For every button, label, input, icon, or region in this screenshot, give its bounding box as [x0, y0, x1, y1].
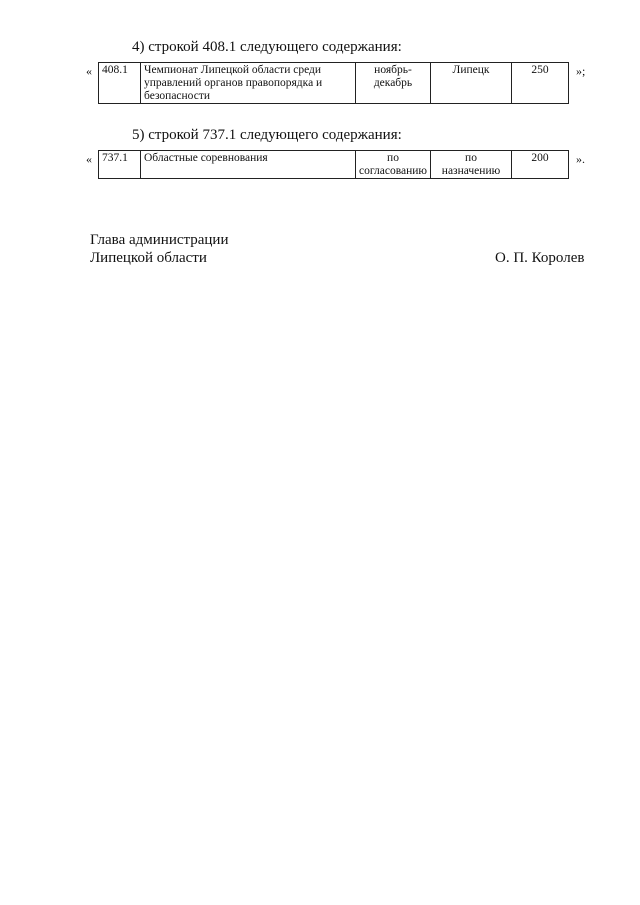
event-name-line: Чемпионат Липецкой области среди	[144, 64, 322, 76]
cell-event-name	[141, 63, 356, 104]
date-line: согласованию	[359, 165, 427, 177]
table-row	[99, 63, 569, 104]
close-quote: ».	[576, 152, 585, 166]
signatory-name: О. П. Королев	[495, 250, 585, 266]
close-quote: »;	[576, 64, 586, 78]
cell-date	[356, 63, 431, 104]
cell-place	[431, 151, 512, 179]
event-name-line: управлений органов правопорядка и	[144, 77, 323, 89]
signatory-title: Глава администрации	[90, 232, 229, 248]
date-line: декабрь	[373, 77, 413, 89]
signatory-title: Липецкой области	[90, 250, 207, 266]
place-line: Липецк	[452, 64, 490, 76]
cell-date	[356, 151, 431, 179]
entry-table	[98, 62, 569, 104]
open-quote: «	[86, 64, 92, 78]
item-heading: 5) строкой 737.1 следующего содержания:	[132, 127, 402, 143]
open-quote: «	[86, 152, 92, 166]
cell-number: 408.1	[99, 63, 141, 104]
place-line: назначению	[441, 165, 501, 177]
cell-number: 737.1	[99, 151, 141, 179]
event-name-line: Областные соревнования	[144, 152, 268, 164]
event-name-line: безопасности	[144, 90, 211, 102]
place-line: по	[465, 152, 477, 164]
date-line: ноябрь-	[374, 64, 412, 76]
item-heading: 4) строкой 408.1 следующего содержания:	[132, 39, 402, 55]
cell-place	[431, 63, 512, 104]
cell-event-name	[141, 151, 356, 179]
cell-count: 250	[512, 63, 569, 104]
table-row	[99, 151, 569, 179]
entry-table	[98, 150, 569, 179]
cell-count: 200	[512, 151, 569, 179]
date-line: по	[387, 152, 399, 164]
